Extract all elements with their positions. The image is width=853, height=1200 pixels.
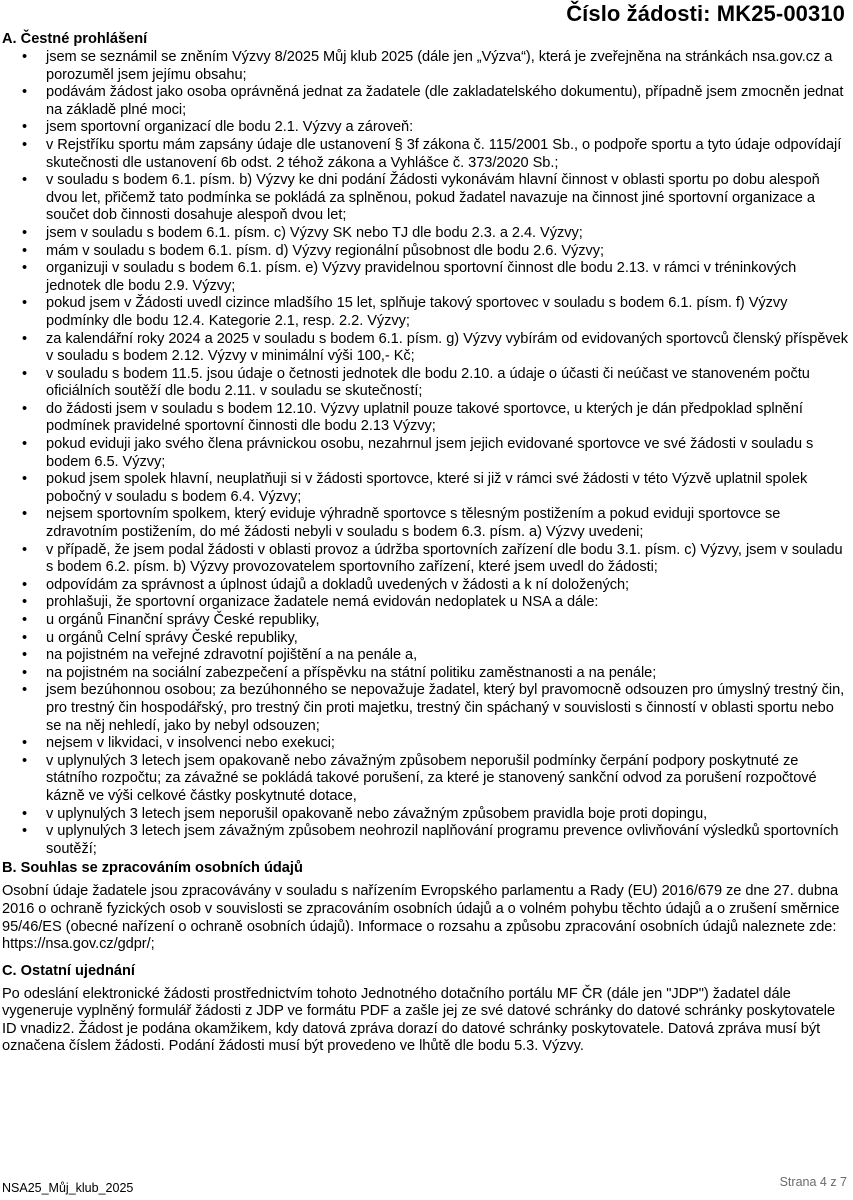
declaration-item: [2, 137, 848, 172]
declaration-item-text: v souladu s bodem 6.1. písm. b) Výzvy ke dni podání Žádosti vykonávám hlavní činnost v oblasti sportu po dobu alespoň dvou let, přičemž tato podmínka se pokládá za splněnou, pokud žadatel navazuje na činnost jiné sportovní organizace a součet dob činnosti dosahuje alespoň dvou let;: [46, 172, 820, 224]
declaration-item-text: v uplynulých 3 letech jsem opakovaně nebo závažným způsobem neporušil podmínky čerpání podpory poskytnuté ze státního rozpočtu; za závažné se pokládá takové porušení, za které je stanovený sankční odvod za porušení rozpočtové kázně ve výši celkové částky poskytnuté dotace,: [46, 752, 817, 804]
declaration-item: [2, 401, 848, 436]
declaration-item: [2, 682, 848, 735]
declaration-list: [2, 49, 848, 858]
bullet-icon: •: [22, 172, 28, 189]
declaration-item-text: na pojistném na veřejné zdravotní pojištění a na penále a,: [46, 647, 418, 664]
declaration-item-text: jsem se seznámil se zněním Výzvy 8/2025 Můj klub 2025 (dále jen „Výzva“), která je zveřejněna na stránkách nsa.gov.cz a porozuměl jsem jejímu obsahu;: [46, 49, 833, 83]
declaration-item-text: organizuji v souladu s bodem 6.1. písm. e) Výzvy pravidelnou sportovní činnost dle bodu 2.13. v rámci v tréninkových jednotek dle bodu 2.9. Výzvy;: [46, 260, 797, 294]
bullet-icon: •: [22, 735, 28, 752]
bullet-icon: •: [22, 612, 28, 628]
bullet-icon: •: [22, 295, 28, 312]
section-c-heading: C. Ostatní ujednání: [2, 962, 135, 979]
declaration-item: [2, 647, 848, 665]
declaration-item: [2, 436, 848, 471]
declaration-item: [2, 594, 848, 612]
declaration-item: [2, 577, 848, 595]
bullet-icon: •: [22, 436, 28, 453]
bullet-icon: •: [22, 471, 28, 488]
declaration-item-text: odpovídám za správnost a úplnost údajů a dokladů uvedených v žádosti a k ní doložených;: [46, 576, 630, 593]
declaration-item: [2, 735, 848, 753]
declaration-item: [2, 366, 848, 401]
bullet-icon: •: [22, 823, 28, 840]
declaration-item-text: za kalendářní roky 2024 a 2025 v souladu s bodem 6.1. písm. g) Výzvy vybírám od evidovaných sportovců členský příspěvek v souladu s bodem 2.12. Výzvy v minimální výši 100,- Kč;: [46, 330, 848, 365]
declaration-item-text: pokud jsem v Žádosti uvedl cizince mladšího 15 let, splňuje takový sportovec v souladu s bodem 6.1. písm. f) Výzvy podmínky dle bodu 12.4. Kategorie 2.1, resp. 2.2. Výzvy;: [46, 295, 788, 329]
declaration-item: [2, 806, 848, 824]
declaration-item: [2, 172, 848, 225]
page-indicator: Strana 4 z 7: [779, 1175, 847, 1189]
declaration-item-text: nejsem v likvidaci, v insolvenci nebo exekuci;: [46, 735, 335, 752]
declaration-item-text: mám v souladu s bodem 6.1. písm. d) Výzvy regionální působnost dle bodu 2.6. Výzvy;: [46, 242, 605, 259]
declaration-item-text: jsem v souladu s bodem 6.1. písm. c) Výzvy SK nebo TJ dle bodu 2.3. a 2.4. Výzvy;: [46, 224, 583, 241]
bullet-icon: •: [22, 682, 28, 699]
section-c-paragraph: Po odeslání elektronické žádosti prostřednictvím tohoto Jednotného dotačního portálu MF ČR (dále jen "JDP") žadatel dále vygeneruje vyplněný formulář žádosti z JDP ve formátu PDF a zašle jej ze své datové schránky do datové schránky poskytovatele ID vnadiz2. Žádost je podána okamžikem, kdy datová zpráva dorazí do datové schránky poskytovatele. Datová zpráva musí být označena číslem žádosti. Podání žádosti musí být provedeno ve lhůtě dle bodu 5.3. Výzvy.: [2, 985, 836, 1055]
declaration-item: [2, 612, 848, 630]
declaration-item-text: v případě, že jsem podal žádosti v oblasti provoz a údržba sportovních zařízení dle bodu 3.1. písm. c) Výzvy, jsem v souladu s bodem 6.2. písm. b) Výzvy provozovatelem sportovního zařízení, které jsem uvedl do žádosti;: [46, 541, 843, 576]
bullet-icon: •: [22, 400, 28, 417]
bullet-icon: •: [22, 647, 28, 664]
declaration-item: [2, 471, 848, 506]
declaration-item: [2, 49, 848, 84]
declaration-item-text: jsem sportovní organizací dle bodu 2.1. Výzvy a zároveň:: [46, 119, 414, 136]
declaration-item-text: nejsem sportovním spolkem, který eviduje výhradně sportovce s tělesným postižením a pokud eviduji sportovce se zdravotním postižením, do mé žádosti nebyli v souladu s bodem 6.3. písm. a) Výzvy uvedeni;: [46, 506, 781, 541]
declaration-item-text: prohlašuji, že sportovní organizace žadatele nemá evidován nedoplatek u NSA a dále:: [46, 594, 599, 611]
declaration-item-text: v uplynulých 3 letech jsem závažným způsobem neohrozil naplňování programu prevence ovlivňování výsledků sportovních soutěží;: [46, 823, 839, 857]
bullet-icon: •: [22, 365, 28, 382]
bullet-icon: •: [22, 242, 28, 259]
declaration-item-text: na pojistném na sociální zabezpečení a příspěvku na státní politiku zaměstnanosti a na penále;: [46, 664, 657, 681]
bullet-icon: •: [22, 576, 28, 593]
declaration-item: [2, 823, 848, 858]
bullet-icon: •: [22, 805, 28, 822]
declaration-item: [2, 331, 848, 366]
bullet-icon: •: [22, 752, 28, 769]
declaration-item-text: v souladu s bodem 11.5. jsou údaje o četnosti jednotek dle bodu 2.10. a údaje o účasti či neúčast ve stanoveném počtu oficiálních soutěží dle bodu 2.11. v souladu se skutečností;: [46, 365, 810, 400]
declaration-item: [2, 225, 848, 243]
declaration-item-text: u orgánů Celní správy České republiky,: [46, 629, 298, 646]
bullet-icon: •: [22, 84, 28, 101]
bullet-icon: •: [22, 664, 28, 681]
declaration-item: [2, 665, 848, 683]
declaration-item: [2, 753, 848, 806]
bullet-icon: •: [22, 136, 28, 153]
declaration-item: [2, 260, 848, 295]
declaration-item: [2, 243, 848, 261]
declaration-item-text: pokud jsem spolek hlavní, neuplatňuji si v žádosti sportovce, které si již v rámci své žádosti v této Výzvě uplatnil spolek pobočný v souladu s bodem 6.4. Výzvy;: [46, 471, 808, 505]
bullet-icon: •: [22, 541, 28, 558]
section-b-heading: B. Souhlas se zpracováním osobních údajů: [2, 860, 303, 877]
declaration-item-text: do žádosti jsem v souladu s bodem 12.10. Výzvy uplatnil pouze takové sportovce, u kterých je dán předpoklad splnění podmínek pravidelné sportovní činnosti dle bodu 2.13 Výzvy;: [46, 400, 803, 435]
bullet-icon: •: [22, 506, 28, 523]
declaration-item: [2, 630, 848, 648]
declaration-item-text: pokud eviduji jako svého člena právnickou osobu, nezahrnul jsem jejich evidované sportovce ve své žádosti v souladu s bodem 6.5. Výzvy;: [46, 436, 814, 470]
bullet-icon: •: [22, 594, 28, 611]
declaration-item: [2, 119, 848, 137]
bullet-icon: •: [22, 260, 28, 277]
declaration-item: [2, 542, 848, 577]
section-a-heading: A. Čestné prohlášení: [2, 31, 148, 47]
bullet-icon: •: [22, 224, 28, 241]
section-b-paragraph: Osobní údaje žadatele jsou zpracovávány v souladu s nařízením Evropského parlamentu a Rady (EU) 2016/679 ze dne 27. dubna 2016 o ochraně fyzických osob v souvislosti se zpracováním osobních údajů a o volném pohybu těchto údajů a o zrušení směrnice 95/46/ES (obecné nařízení o ochraně osobních údajů). Informace o rozsahu a způsobu zpracování osobních údajů naleznete zde: https://nsa.gov.cz/gdpr/;: [2, 883, 840, 953]
declaration-item: [2, 295, 848, 330]
bullet-icon: •: [22, 119, 28, 136]
bullet-icon: •: [22, 49, 28, 65]
document-body: [2, 30, 848, 1056]
document-code: NSA25_Můj_klub_2025: [2, 1181, 134, 1195]
declaration-item: [2, 506, 848, 541]
request-number-title: Číslo žádosti: MK25-00310: [566, 1, 845, 26]
bullet-icon: •: [22, 330, 28, 347]
declaration-item-text: jsem bezúhonnou osobou; za bezúhonného se nepovažuje žadatel, který byl pravomocně odsouzen pro úmyslný trestný čin, pro trestný čin hospodářský, pro trestný čin proti majetku, trestný čin spáchaný v souvislosti s činností v oblasti sportu nebo se na něj nehledí, jako by nebyl odsouzen;: [46, 682, 845, 734]
bullet-icon: •: [22, 629, 28, 646]
declaration-item: [2, 84, 848, 119]
declaration-item-text: podávám žádost jako osoba oprávněná jednat za žadatele (dle zakladatelského dokumentu), případně jsem zmocněn jednat na základě plné moci;: [46, 84, 844, 118]
declaration-item-text: u orgánů Finanční správy České republiky,: [46, 612, 320, 628]
declaration-item-text: v uplynulých 3 letech jsem neporušil opakovaně nebo závažným způsobem pravidla boje proti dopingu,: [46, 805, 708, 822]
declaration-item-text: v Rejstříku sportu mám zapsány údaje dle ustanovení § 3f zákona č. 115/2001 Sb., o podpoře sportu a tyto údaje odpovídají skutečnosti dle ustanovení 6b odst. 2 téhož zákona a Vyhlášce č. 373/2020 Sb.;: [46, 136, 842, 171]
